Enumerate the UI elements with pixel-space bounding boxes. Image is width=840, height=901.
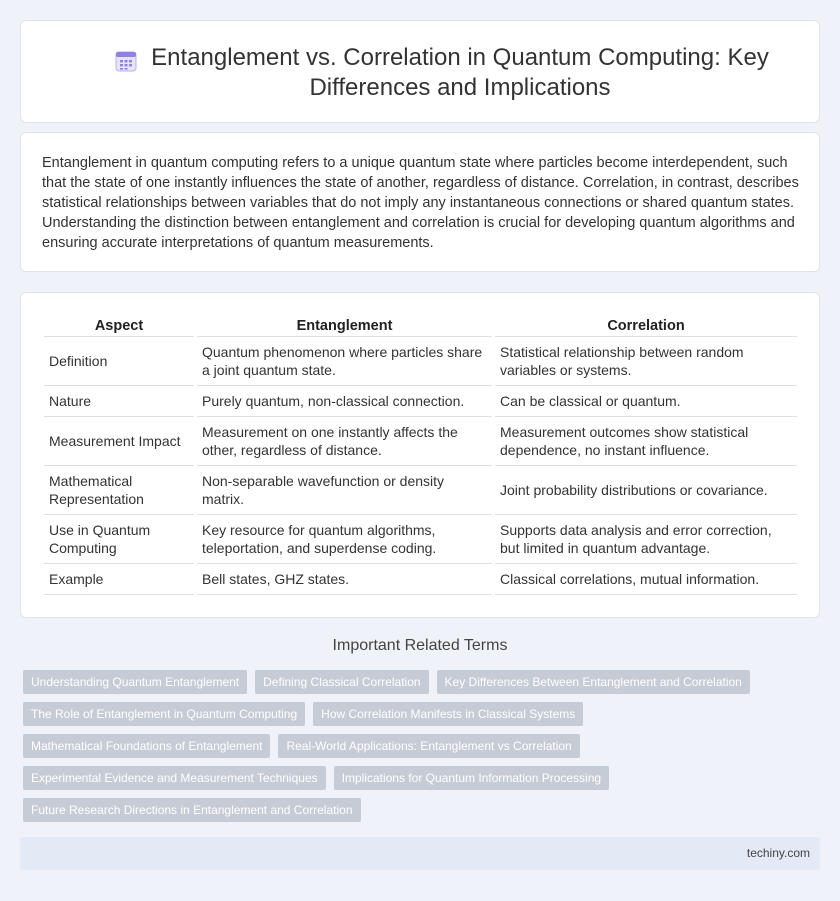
table-row [44,417,797,466]
header-entanglement: Entanglement [197,315,492,337]
term-row [23,702,813,726]
entanglement-cell: Quantum phenomenon where particles share a joint quantum state. [197,337,492,386]
title-card [20,20,820,123]
entanglement-cell: Key resource for quantum algorithms, teleportation, and superdense coding. [197,515,492,564]
entanglement-cell: Purely quantum, non-classical connection. [197,386,492,417]
calendar-icon [113,48,139,74]
correlation-cell: Measurement outcomes show statistical dependence, no instant influence. [495,417,797,466]
comparison-card [20,292,820,618]
footer [20,837,820,870]
table-row [44,386,797,417]
comparison-table [41,315,800,595]
term-row [23,766,813,790]
related-terms-list [23,670,813,830]
intro-card [20,132,820,272]
aspect-cell: Measurement Impact [44,417,194,466]
entanglement-cell: Bell states, GHZ states. [197,564,492,595]
correlation-cell: Classical correlations, mutual information. [495,564,797,595]
correlation-cell: Statistical relationship between random variables or systems. [495,337,797,386]
table-row [44,466,797,515]
term-tag[interactable]: Defining Classical Correlation [255,670,428,694]
term-tag[interactable]: Implications for Quantum Information Processing [334,766,609,790]
term-tag[interactable]: Real-World Applications: Entanglement vs Correlation [278,734,579,758]
aspect-cell: Mathematical Representation [44,466,194,515]
table-row [44,337,797,386]
page-title: Entanglement vs. Correlation in Quantum Computing: Key Differences and Implications [151,44,769,101]
term-tag[interactable]: Mathematical Foundations of Entanglement [23,734,270,758]
term-tag[interactable]: Key Differences Between Entanglement and Correlation [437,670,750,694]
term-tag[interactable]: Understanding Quantum Entanglement [23,670,247,694]
site-link[interactable]: techiny.com [746,846,810,860]
term-row [23,670,813,694]
term-tag[interactable]: Future Research Directions in Entanglement and Correlation [23,798,361,822]
aspect-cell: Nature [44,386,194,417]
intro-paragraph: Entanglement in quantum computing refers to a unique quantum state where particles become interdependent, such that the state of one instantly influences the state of another, regardless of distance. Correlation, in contrast, describes statistical relationships between variables that do not imply any instantaneous connections or shared quantum states. Understanding the distinction between entanglement and correlation is crucial for developing quantum algorithms and ensuring accurate interpretations of quantum measurements. [42,155,799,251]
term-tag[interactable]: How Correlation Manifests in Classical Systems [313,702,583,726]
header-correlation: Correlation [495,315,797,337]
correlation-cell: Supports data analysis and error correction, but limited in quantum advantage. [495,515,797,564]
entanglement-cell: Measurement on one instantly affects the other, regardless of distance. [197,417,492,466]
aspect-cell: Example [44,564,194,595]
table-header-row [44,315,797,337]
term-tag[interactable]: Experimental Evidence and Measurement Techniques [23,766,326,790]
correlation-cell: Can be classical or quantum. [495,386,797,417]
entanglement-cell: Non-separable wavefunction or density matrix. [197,466,492,515]
table-row [44,515,797,564]
aspect-cell: Use in Quantum Computing [44,515,194,564]
correlation-cell: Joint probability distributions or covariance. [495,466,797,515]
header-aspect: Aspect [44,315,194,337]
related-terms-heading: Important Related Terms [332,637,508,654]
term-tag[interactable]: The Role of Entanglement in Quantum Computing [23,702,305,726]
term-row [23,798,813,822]
term-row [23,734,813,758]
aspect-cell: Definition [44,337,194,386]
table-row [44,564,797,595]
